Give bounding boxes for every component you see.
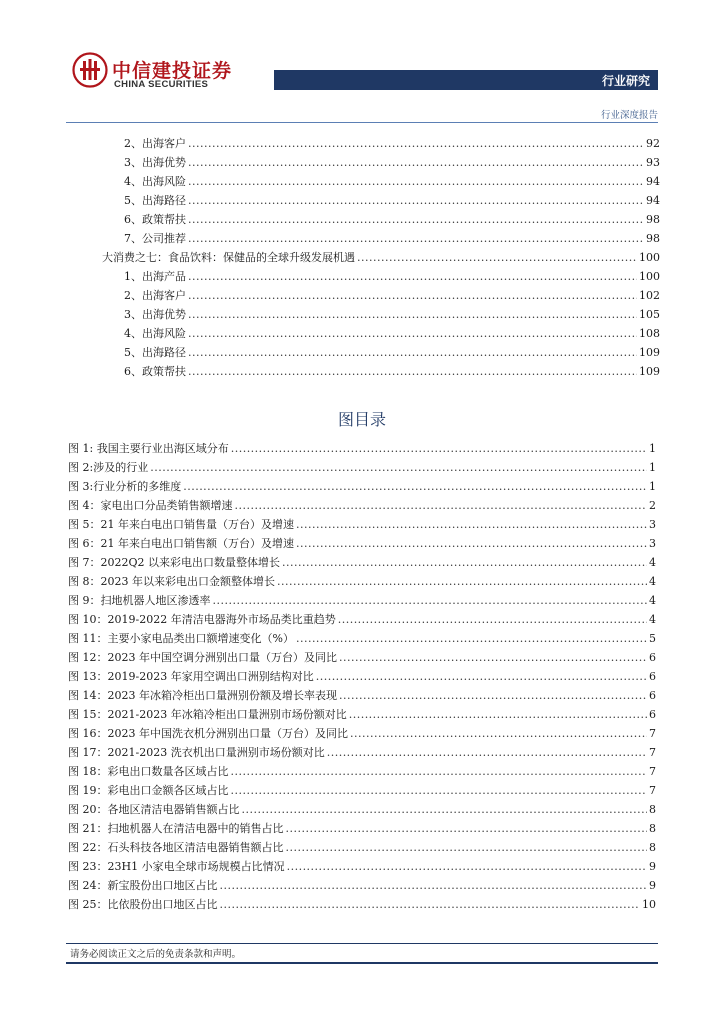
toc-entry[interactable]: 3、出海优势 ..... 105 bbox=[124, 307, 660, 322]
footer-divider bbox=[66, 943, 658, 944]
toc-entry[interactable]: 1、出海产品 ..... 100 bbox=[124, 269, 660, 284]
figure-entry[interactable]: 图 23：23H1 小家电全球市场规模占比情况 ..... 9 bbox=[68, 859, 656, 874]
figure-entry[interactable]: 图 20：各地区清洁电器销售额占比 ..... 8 bbox=[68, 802, 656, 817]
figure-entry[interactable]: 图 21：扫地机器人在清洁电器中的销售占比 ..... 8 bbox=[68, 821, 656, 836]
company-name-cn: 中信建投证券 bbox=[112, 60, 233, 82]
figure-entry[interactable]: 图 7：2022Q2 以来彩电出口数量整体增长 ..... 4 bbox=[68, 555, 656, 570]
toc-entry[interactable]: 5、出海路径 ..... 94 bbox=[124, 193, 660, 208]
figure-entry[interactable]: 图 9：扫地机器人地区渗透率 ..... 4 bbox=[68, 593, 656, 608]
figure-entry[interactable]: 图 11：主要小家电品类出口额增速变化（%） ..... 5 bbox=[68, 631, 656, 646]
toc-entry[interactable]: 2、出海客户 ..... 102 bbox=[124, 288, 660, 303]
section-label: 行业研究 bbox=[601, 74, 650, 88]
figure-entry[interactable]: 图 6：21 年来白电出口销售额（万台）及增速 ..... 3 bbox=[68, 536, 656, 551]
toc-entry[interactable]: 2、出海客户 ..... 92 bbox=[124, 136, 660, 151]
page-header bbox=[0, 0, 724, 130]
figure-entry[interactable]: 图 14：2023 年冰箱冷柜出口量洲别份额及增长率表现 ..... 6 bbox=[68, 688, 656, 703]
header-bar bbox=[274, 70, 658, 90]
figure-entry[interactable]: 图 13：2019-2023 年家用空调出口洲别结构对比 ..... 6 bbox=[68, 669, 656, 684]
footer-divider-bold bbox=[66, 962, 658, 964]
figure-entry[interactable]: 图 8：2023 年以来彩电出口金额整体增长 ..... 4 bbox=[68, 574, 656, 589]
china-securities-logo-icon bbox=[72, 52, 108, 88]
figure-entry[interactable]: 图 16：2023 年中国洗衣机分洲别出口量（万台）及同比 ..... 7 bbox=[68, 726, 656, 741]
toc-entry[interactable]: 5、出海路径 ..... 109 bbox=[124, 345, 660, 360]
figure-entry[interactable]: 图 22：石头科技各地区清洁电器销售额占比 ..... 8 bbox=[68, 840, 656, 855]
report-type: 行业深度报告 bbox=[600, 110, 658, 121]
toc-entry[interactable]: 4、出海风险 ..... 108 bbox=[124, 326, 660, 341]
figure-entry[interactable]: 图 24：新宝股份出口地区占比 ..... 9 bbox=[68, 878, 656, 893]
figure-entry[interactable]: 图 12：2023 年中国空调分洲别出口量（万台）及同比 ..... 6 bbox=[68, 650, 656, 665]
toc-entry[interactable]: 3、出海优势 ..... 93 bbox=[124, 155, 660, 170]
figure-entry[interactable]: 图 4：家电出口分品类销售额增速 ..... 2 bbox=[68, 498, 656, 513]
toc-entry[interactable]: 7、公司推荐 ..... 98 bbox=[124, 231, 660, 246]
figure-entry[interactable]: 图 3:行业分析的多维度 ..... 1 bbox=[68, 479, 656, 494]
figure-entry[interactable]: 图 1: 我国主要行业出海区域分布 ..... 1 bbox=[68, 441, 656, 456]
figure-entry[interactable]: 图 2:涉及的行业 ..... 1 bbox=[68, 460, 656, 475]
toc-entry[interactable]: 4、出海风险 ..... 94 bbox=[124, 174, 660, 189]
footer-disclaimer: 请务必阅读正文之后的免责条款和声明。 bbox=[70, 949, 242, 960]
figure-list-title: 图目录 bbox=[337, 410, 386, 429]
toc-entry[interactable]: 6、政策帮扶 ..... 109 bbox=[124, 364, 660, 379]
company-name-en: CHINA SECURITIES bbox=[114, 79, 209, 90]
figure-entry[interactable]: 图 19：彩电出口金额各区域占比 ..... 7 bbox=[68, 783, 656, 798]
figure-entry[interactable]: 图 10：2019-2022 年清洁电器海外市场品类比重趋势 ..... 4 bbox=[68, 612, 656, 627]
figure-entry[interactable]: 图 17：2021-2023 洗衣机出口量洲别市场份额对比 ..... 7 bbox=[68, 745, 656, 760]
toc-chapter-entry[interactable]: 大消费之七：食品饮料：保健品的全球升级发展机遇 ..... 100 bbox=[102, 250, 660, 265]
toc-entry[interactable]: 6、政策帮扶 ..... 98 bbox=[124, 212, 660, 227]
figure-entry[interactable]: 图 18：彩电出口数量各区域占比 ..... 7 bbox=[68, 764, 656, 779]
header-divider bbox=[66, 122, 658, 123]
figure-entry[interactable]: 图 5：21 年来白电出口销售量（万台）及增速 ..... 3 bbox=[68, 517, 656, 532]
figure-entry[interactable]: 图 25：比依股份出口地区占比 ..... 10 bbox=[68, 897, 656, 912]
figure-entry[interactable]: 图 15：2021-2023 年冰箱冷柜出口量洲别市场份额对比 ..... 6 bbox=[68, 707, 656, 722]
